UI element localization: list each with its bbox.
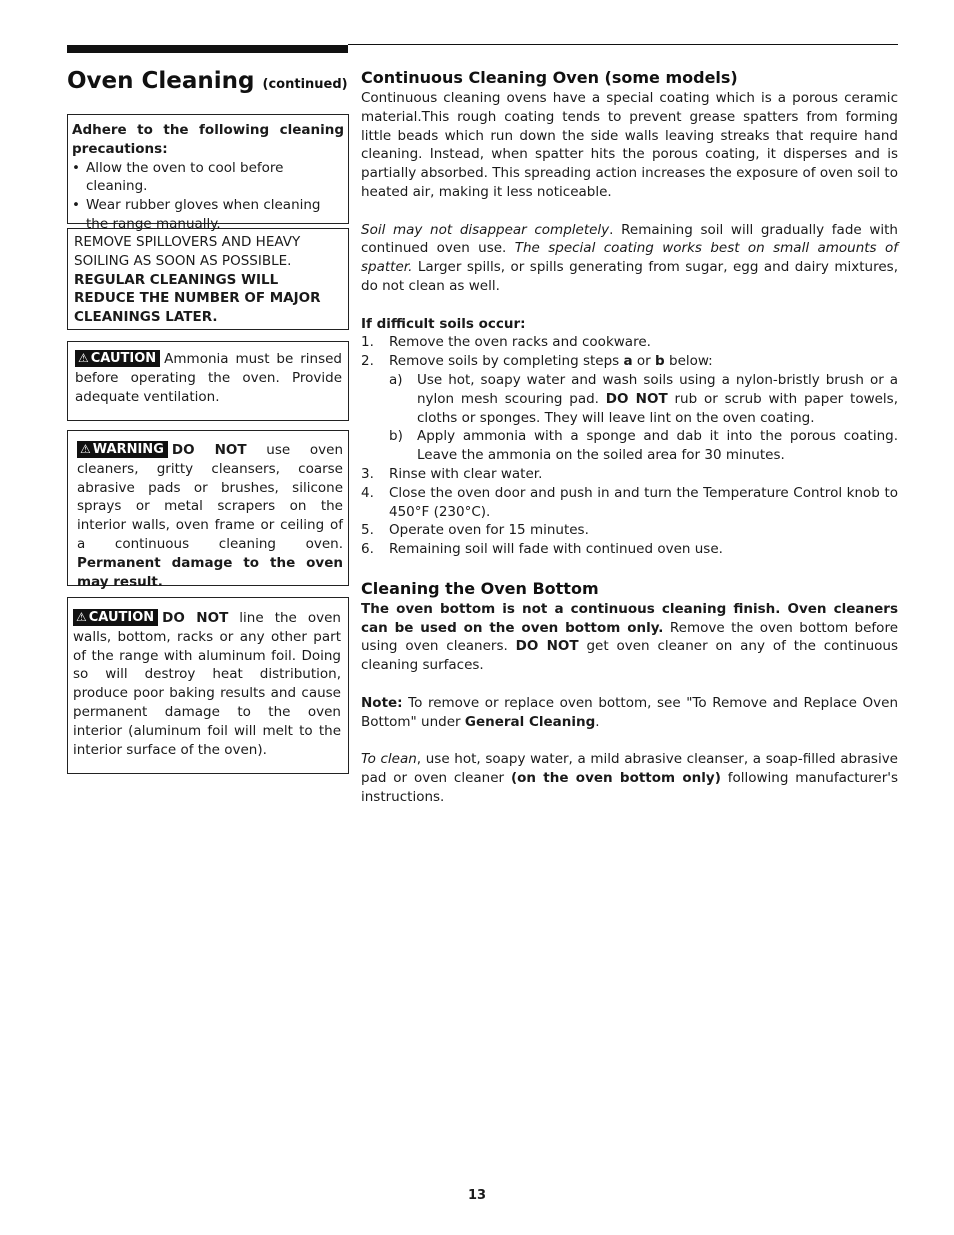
- warning-triangle-icon: ⚠: [80, 442, 91, 456]
- warning-triangle-icon: ⚠: [76, 610, 87, 624]
- page-title-text: Oven Cleaning: [67, 68, 255, 94]
- oven-bottom-para-1: The oven bottom is not a continuous cleaning finish. Oven cleaners can be used on the oven bottom only. Remove the oven bottom before using oven cleaners. DO NOT get oven cleaner on any of the continuous cleaning surfaces.: [361, 600, 899, 674]
- precaution-item: • Wear rubber gloves when cleaning the range manually.: [72, 196, 344, 234]
- oven-bottom-heading: Cleaning the Oven Bottom: [361, 578, 599, 598]
- continuous-para-1: Continuous cleaning ovens have a special coating which is a porous ceramic material.This rough coating tends to prevent grease spatters from forming little beads which run down the side walls leaving streaks that require hand cleaning. Instead, when spatter hits the porous coating, it disperses and is partially absorbed. This spreading action increases the exposure of oven soil to heated air, making it less noticeable.: [361, 90, 898, 200]
- header-rule-thin: [348, 44, 898, 45]
- caution-foil-lead: DO NOT: [162, 610, 229, 626]
- step-item: 4. Close the oven door and push in and turn the Temperature Control knob to 450°F (230°C).: [361, 484, 898, 520]
- continuous-cleaning-heading: Continuous Cleaning Oven (some models): [361, 68, 738, 87]
- warning-cleaners-text: use oven cleaners, gritty cleansers, coarse abrasive pads or brushes, silicone sprays or metal scrapers on the interior walls, oven frame or ceiling of a continuous cleaning oven.: [77, 442, 343, 552]
- warning-lead: DO NOT: [171, 442, 247, 458]
- caution-foil-box: [67, 597, 349, 774]
- oven-bottom-note: Note: To remove or replace oven bottom, see "To Remove and Replace Oven Bottom" under General Cleaning.: [361, 694, 898, 730]
- continuous-para-2: Soil may not disappear completely. Remaining soil will gradually fade with continued oven use. The special coating works best on small amounts of spatter. Larger spills, or spills generating from sugar, egg and dairy mixtures, do not clean as well.: [361, 221, 898, 294]
- step-item: 5. Operate oven for 15 minutes.: [361, 522, 589, 539]
- spillover-bold-text: REGULAR CLEANINGS WILL REDUCE THE NUMBER OF MAJOR CLEANINGS LATER.: [74, 271, 321, 326]
- right-column: [361, 67, 898, 806]
- difficult-soils-heading: If difficult soils occur:: [361, 315, 526, 332]
- spillover-text: REMOVE SPILLOVERS AND HEAVY SOILING AS SOON AS POSSIBLE.: [74, 234, 301, 269]
- warning-cleaners-bold: Permanent damage to the oven may result.: [77, 554, 343, 590]
- spillover-box: [67, 228, 349, 330]
- difficult-soils-steps: [361, 333, 898, 559]
- warning-triangle-icon: ⚠: [78, 351, 89, 365]
- oven-bottom-to-clean: To clean, use hot, soapy water, a mild abrasive cleanser, a soap-filled abrasive pad or oven cleaner (on the oven bottom only) following manufacturer's instructions.: [361, 751, 898, 805]
- step-item: 2. Remove soils by completing steps a or b below: a) Use hot, soapy water and wash soils using a nylon-bristly brush or a nylon mesh scouring pad. DO NOT rub or scrub with paper towels, cloths or sponges. They will leave lint on the oven coating. b) Apply ammonia with a sponge and dab it into the porous coating. Leave the ammonia on the soiled area for 30 minutes.: [361, 353, 898, 464]
- sub-step-item: a) Use hot, soapy water and wash soils using a nylon-bristly brush or a nylon mesh scouring pad. DO NOT rub or scrub with paper towels, cloths or sponges. They will leave lint on the oven coating.: [389, 371, 898, 426]
- sub-steps: [389, 371, 898, 465]
- caution-ammonia-text: Ammonia must be rinsed before operating the oven. Provide adequate ventilation.: [75, 351, 342, 405]
- page-number: 13: [467, 1188, 487, 1203]
- step-item: 3. Rinse with clear water.: [361, 465, 543, 482]
- page-title: [67, 66, 349, 100]
- caution-foil-text: line the oven walls, bottom, racks or any other part of the range with aluminum foil. Doing so will destroy heat distribution, produce poor baking results and cause permanent damage to the oven interior (aluminum foil will melt to the interior surface of the oven).: [73, 610, 341, 758]
- left-column: [67, 66, 349, 758]
- header-rule-thick: [67, 45, 348, 53]
- caution-badge: ⚠ CAUTION: [75, 350, 160, 367]
- step-item: 6. Remaining soil will fade with continued oven use.: [361, 541, 723, 558]
- precaution-item: • Allow the oven to cool before cleaning.: [72, 159, 344, 197]
- precautions-list: [72, 159, 344, 234]
- sub-step-item: b) Apply ammonia with a sponge and dab it into the porous coating. Leave the ammonia on the soiled area for 30 minutes.: [389, 428, 898, 464]
- page-title-continued: (continued): [262, 77, 348, 92]
- caution-ammonia-box: [67, 341, 349, 421]
- precautions-box: [67, 114, 349, 232]
- precautions-heading: Adhere to the following cleaning precautions:: [72, 122, 344, 157]
- caution-badge: ⚠ CAUTION: [73, 609, 158, 626]
- warning-badge: ⚠ WARNING: [77, 441, 168, 458]
- step-item: 1. Remove the oven racks and cookware.: [361, 334, 651, 351]
- warning-cleaners-box: [67, 430, 349, 590]
